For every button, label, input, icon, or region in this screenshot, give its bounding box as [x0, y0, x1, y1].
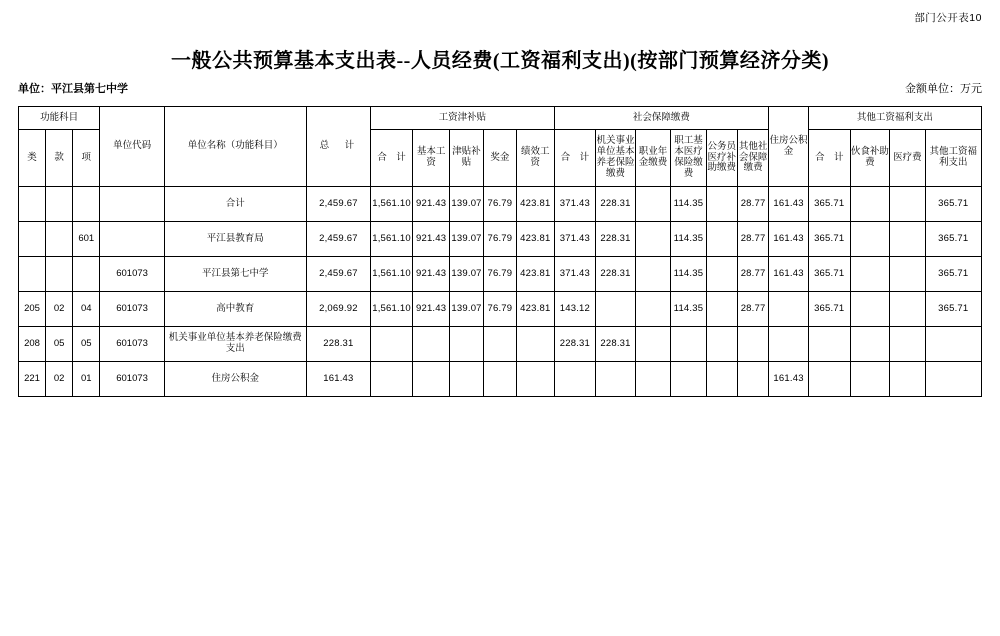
- cell-other-social: 28.77: [737, 187, 768, 222]
- cell-other-total: 365.71: [808, 292, 850, 327]
- cell-lei: 205: [19, 292, 46, 327]
- header-medical-fee: 医疗费: [890, 130, 925, 187]
- cell-other-welfare: 365.71: [925, 187, 981, 222]
- header-basic-salary: 基本工资: [412, 130, 450, 187]
- header-civil-medical-subsidy: 公务员医疗补助缴费: [706, 130, 737, 187]
- budget-table: [18, 106, 982, 397]
- cell-basic-salary: [412, 362, 450, 397]
- cell-total: 2,459.67: [306, 187, 371, 222]
- header-allowance: 津贴补贴: [450, 130, 483, 187]
- header-housing-fund: 住房公积金: [769, 107, 809, 187]
- cell-meal-subsidy: [850, 362, 890, 397]
- table-row: [19, 327, 982, 362]
- header-salary-total: 合 计: [371, 130, 413, 187]
- cell-performance: [517, 327, 555, 362]
- header-occupational-annuity: 职业年金缴费: [635, 130, 670, 187]
- cell-total: 161.43: [306, 362, 371, 397]
- header-bonus: 奖金: [483, 130, 516, 187]
- cell-other-welfare: [925, 327, 981, 362]
- cell-unit-code: [100, 222, 165, 257]
- cell-medical-fee: [890, 292, 925, 327]
- cell-basic-salary: 921.43: [412, 187, 450, 222]
- cell-other-social: 28.77: [737, 292, 768, 327]
- cell-basic-salary: 921.43: [412, 257, 450, 292]
- cell-housing-fund: 161.43: [769, 222, 809, 257]
- cell-performance: 423.81: [517, 187, 555, 222]
- cell-social-total: [554, 362, 596, 397]
- cell-other-total: [808, 362, 850, 397]
- cell-meal-subsidy: [850, 187, 890, 222]
- cell-medical-fee: [890, 327, 925, 362]
- cell-occupational-annuity: [635, 222, 670, 257]
- header-function-subject: 功能科目: [19, 107, 100, 130]
- cell-lei: [19, 187, 46, 222]
- header-other-group: 其他工资福利支出: [808, 107, 981, 130]
- cell-pension: 228.31: [596, 327, 636, 362]
- header-other-total: 合 计: [808, 130, 850, 187]
- cell-performance: 423.81: [517, 292, 555, 327]
- header-kuan: 款: [46, 130, 73, 187]
- cell-social-total: 228.31: [554, 327, 596, 362]
- cell-lei: 208: [19, 327, 46, 362]
- cell-bonus: 76.79: [483, 292, 516, 327]
- cell-xiang: 601: [73, 222, 100, 257]
- cell-medical: 114.35: [671, 222, 706, 257]
- cell-meal-subsidy: [850, 222, 890, 257]
- cell-housing-fund: [769, 327, 809, 362]
- table-row: [19, 222, 982, 257]
- cell-kuan: [46, 187, 73, 222]
- header-xiang: 项: [73, 130, 100, 187]
- cell-salary-total: [371, 362, 413, 397]
- cell-basic-salary: 921.43: [412, 222, 450, 257]
- table-row: [19, 187, 982, 222]
- cell-xiang: [73, 187, 100, 222]
- cell-housing-fund: 161.43: [769, 362, 809, 397]
- cell-kuan: 02: [46, 292, 73, 327]
- header-unit-name: 单位名称（功能科目）: [164, 107, 306, 187]
- header-other-social: 其他社会保障缴费: [737, 130, 768, 187]
- cell-medical-fee: [890, 222, 925, 257]
- cell-salary-total: [371, 327, 413, 362]
- cell-salary-total: 1,561.10: [371, 292, 413, 327]
- cell-other-social: [737, 362, 768, 397]
- cell-bonus: [483, 327, 516, 362]
- cell-unit-name: 机关事业单位基本养老保险缴费支出: [164, 327, 306, 362]
- cell-kuan: [46, 257, 73, 292]
- cell-other-social: [737, 327, 768, 362]
- cell-total: 2,459.67: [306, 257, 371, 292]
- cell-lei: [19, 257, 46, 292]
- cell-total: 228.31: [306, 327, 371, 362]
- header-unit-code: 单位代码: [100, 107, 165, 187]
- cell-allowance: 139.07: [450, 257, 483, 292]
- meta-row: [18, 80, 982, 96]
- amount-unit-label: 金额单位：万元: [905, 83, 982, 95]
- cell-medical-fee: [890, 362, 925, 397]
- cell-basic-salary: [412, 327, 450, 362]
- cell-kuan: [46, 222, 73, 257]
- table-body: [19, 187, 982, 397]
- cell-unit-name: 合计: [164, 187, 306, 222]
- cell-other-welfare: 365.71: [925, 292, 981, 327]
- cell-social-total: 371.43: [554, 187, 596, 222]
- cell-lei: 221: [19, 362, 46, 397]
- cell-xiang: 04: [73, 292, 100, 327]
- cell-salary-total: 1,561.10: [371, 187, 413, 222]
- cell-lei: [19, 222, 46, 257]
- cell-xiang: 05: [73, 327, 100, 362]
- cell-unit-code: 601073: [100, 292, 165, 327]
- cell-bonus: 76.79: [483, 257, 516, 292]
- cell-occupational-annuity: [635, 257, 670, 292]
- cell-social-total: 371.43: [554, 257, 596, 292]
- cell-other-welfare: 365.71: [925, 222, 981, 257]
- cell-other-welfare: [925, 362, 981, 397]
- cell-unit-name: 高中教育: [164, 292, 306, 327]
- cell-unit-name: 平江县教育局: [164, 222, 306, 257]
- cell-social-total: 143.12: [554, 292, 596, 327]
- cell-civil-medical-subsidy: [706, 292, 737, 327]
- cell-medical: 114.35: [671, 257, 706, 292]
- cell-xiang: 01: [73, 362, 100, 397]
- cell-unit-code: 601073: [100, 257, 165, 292]
- cell-unit-code: 601073: [100, 327, 165, 362]
- cell-total: 2,459.67: [306, 222, 371, 257]
- cell-other-total: 365.71: [808, 257, 850, 292]
- cell-unit-name: 平江县第七中学: [164, 257, 306, 292]
- header-salary-group: 工资津补贴: [371, 107, 554, 130]
- cell-civil-medical-subsidy: [706, 362, 737, 397]
- header-medical: 职工基本医疗保险缴费: [671, 130, 706, 187]
- cell-allowance: 139.07: [450, 187, 483, 222]
- cell-unit-code: [100, 187, 165, 222]
- cell-performance: 423.81: [517, 257, 555, 292]
- page-title: 一般公共预算基本支出表--人员经费(工资福利支出)(按部门预算经济分类): [171, 50, 829, 72]
- cell-other-total: 365.71: [808, 187, 850, 222]
- cell-unit-code: 601073: [100, 362, 165, 397]
- header-meal-subsidy: 伙食补助费: [850, 130, 890, 187]
- cell-performance: [517, 362, 555, 397]
- table-row: [19, 257, 982, 292]
- cell-pension: 228.31: [596, 187, 636, 222]
- cell-salary-total: 1,561.10: [371, 257, 413, 292]
- header-social-total: 合 计: [554, 130, 596, 187]
- cell-total: 2,069.92: [306, 292, 371, 327]
- cell-medical: [671, 362, 706, 397]
- cell-other-welfare: 365.71: [925, 257, 981, 292]
- cell-pension: 228.31: [596, 257, 636, 292]
- table-row: [19, 292, 982, 327]
- cell-medical: 114.35: [671, 292, 706, 327]
- cell-pension: 228.31: [596, 222, 636, 257]
- cell-civil-medical-subsidy: [706, 327, 737, 362]
- cell-allowance: [450, 362, 483, 397]
- cell-housing-fund: 161.43: [769, 187, 809, 222]
- cell-meal-subsidy: [850, 327, 890, 362]
- cell-medical-fee: [890, 187, 925, 222]
- cell-kuan: 02: [46, 362, 73, 397]
- cell-occupational-annuity: [635, 292, 670, 327]
- cell-allowance: 139.07: [450, 222, 483, 257]
- header-lei: 类: [19, 130, 46, 187]
- header-performance: 绩效工资: [517, 130, 555, 187]
- table-row: [19, 362, 982, 397]
- cell-housing-fund: [769, 292, 809, 327]
- cell-performance: 423.81: [517, 222, 555, 257]
- header-total: 总 计: [306, 107, 371, 187]
- cell-meal-subsidy: [850, 257, 890, 292]
- cell-allowance: 139.07: [450, 292, 483, 327]
- cell-salary-total: 1,561.10: [371, 222, 413, 257]
- cell-occupational-annuity: [635, 362, 670, 397]
- cell-civil-medical-subsidy: [706, 187, 737, 222]
- cell-pension: [596, 292, 636, 327]
- unit-label: 单位：平江县第七中学: [18, 83, 128, 95]
- cell-social-total: 371.43: [554, 222, 596, 257]
- cell-other-total: 365.71: [808, 222, 850, 257]
- cell-basic-salary: 921.43: [412, 292, 450, 327]
- cell-pension: [596, 362, 636, 397]
- cell-bonus: 76.79: [483, 187, 516, 222]
- cell-meal-subsidy: [850, 292, 890, 327]
- cell-bonus: 76.79: [483, 222, 516, 257]
- header-social-group: 社会保障缴费: [554, 107, 769, 130]
- cell-kuan: 05: [46, 327, 73, 362]
- cell-civil-medical-subsidy: [706, 222, 737, 257]
- header-other-welfare: 其他工资福利支出: [925, 130, 981, 187]
- cell-medical: 114.35: [671, 187, 706, 222]
- cell-other-total: [808, 327, 850, 362]
- cell-occupational-annuity: [635, 187, 670, 222]
- cell-xiang: [73, 257, 100, 292]
- cell-medical: [671, 327, 706, 362]
- cell-civil-medical-subsidy: [706, 257, 737, 292]
- form-code-label: 部门公开表10: [914, 12, 982, 24]
- cell-allowance: [450, 327, 483, 362]
- cell-medical-fee: [890, 257, 925, 292]
- cell-unit-name: 住房公积金: [164, 362, 306, 397]
- cell-occupational-annuity: [635, 327, 670, 362]
- cell-other-social: 28.77: [737, 222, 768, 257]
- header-pension: 机关事业单位基本养老保险缴费: [596, 130, 636, 187]
- cell-housing-fund: 161.43: [769, 257, 809, 292]
- cell-bonus: [483, 362, 516, 397]
- cell-other-social: 28.77: [737, 257, 768, 292]
